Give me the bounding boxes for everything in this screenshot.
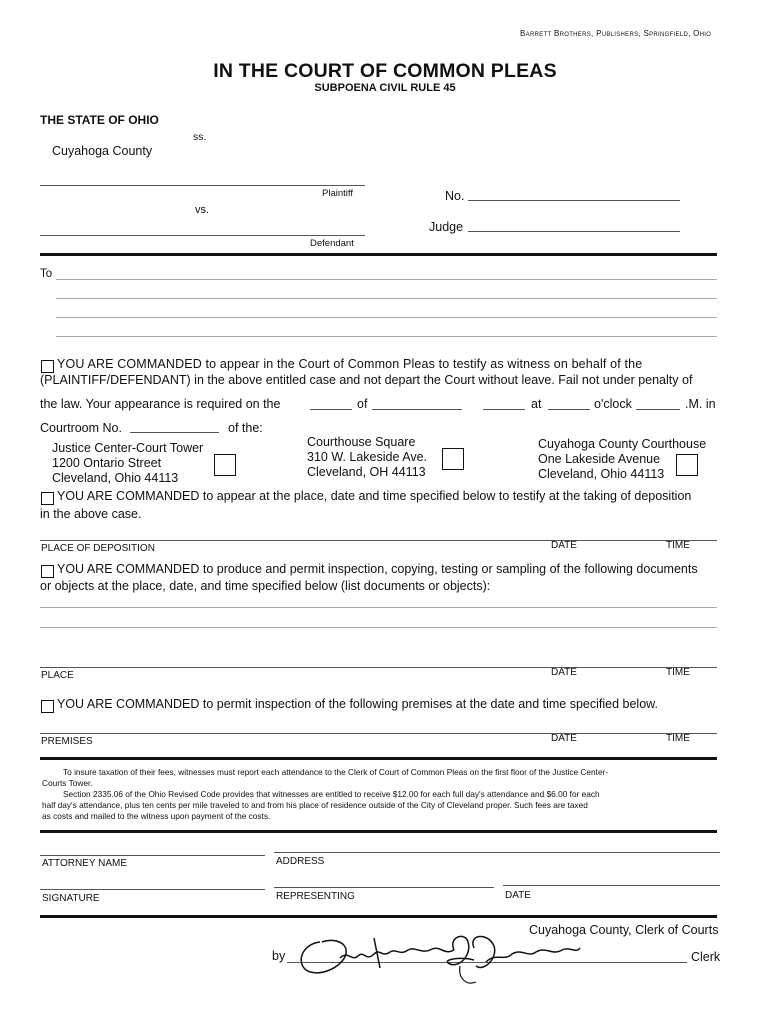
- notice-p1-l2: Courts Tower.: [42, 778, 93, 788]
- premises-time-label: TIME: [666, 733, 690, 744]
- section1-checkbox[interactable]: [41, 360, 54, 373]
- to-line-1[interactable]: [56, 279, 717, 280]
- hour-field[interactable]: [548, 409, 590, 410]
- section2-line1: YOU ARE COMMANDED to appear at the place, date and time specified below to testify at the taking of deposition: [57, 489, 692, 503]
- representing-label: REPRESENTING: [276, 891, 355, 902]
- by-label: by: [272, 949, 286, 963]
- location-2-checkbox[interactable]: [442, 448, 464, 470]
- day-field[interactable]: [310, 409, 352, 410]
- attorney-name-line[interactable]: [40, 855, 265, 856]
- section3-checkbox[interactable]: [41, 565, 54, 578]
- section1-line3-c: at: [531, 397, 542, 411]
- premises-date-label: DATE: [551, 733, 577, 744]
- location-1-line3: Cleveland, Ohio 44113: [52, 471, 179, 485]
- publisher-line: Barrett Brothers, Publishers, Springfield, Ohio: [520, 29, 712, 38]
- signature-label: SIGNATURE: [42, 893, 100, 904]
- premises-line[interactable]: [40, 733, 717, 734]
- section1-line3-a: the law. Your appearance is required on the: [40, 397, 281, 411]
- location-1-line2: 1200 Ontario Street: [52, 456, 162, 470]
- case-no-label: No.: [445, 189, 465, 203]
- attorney-name-label: ATTORNEY NAME: [42, 858, 128, 869]
- section4-line1: YOU ARE COMMANDED to permit inspection of the following premises at the date and time specified below.: [57, 697, 658, 711]
- address-label: ADDRESS: [276, 856, 325, 867]
- notice-p2-l3: as costs and mailed to the witness upon payment of the costs.: [42, 811, 271, 821]
- documents-date-label: DATE: [551, 667, 577, 678]
- courtroom-field[interactable]: [130, 432, 219, 433]
- location-3-line1: Cuyahoga County Courthouse: [538, 437, 707, 451]
- attorney-date-label: DATE: [505, 890, 531, 901]
- page-title: IN THE COURT OF COMMON PLEAS: [213, 60, 557, 82]
- section3-line1: YOU ARE COMMANDED to produce and permit inspection, copying, testing or sampling of the following documents: [57, 562, 698, 576]
- location-2-line2: 310 W. Lakeside Ave.: [307, 450, 427, 464]
- notice-p2-l2: half day's attendance, plus ten cents per mile traveled to and from his place of residence outside of the City of Cleveland proper. Such fees are taxed: [42, 800, 588, 810]
- premises-label: PREMISES: [41, 736, 93, 747]
- location-3-line2: One Lakeside Avenue: [538, 452, 661, 466]
- plaintiff-label: Plaintiff: [322, 188, 353, 199]
- section2-checkbox[interactable]: [41, 492, 54, 505]
- deposition-place-label: PLACE OF DEPOSITION: [41, 543, 155, 554]
- location-1-line1: Justice Center-Court Tower: [52, 441, 204, 455]
- deposition-date-label: DATE: [551, 540, 577, 551]
- section1-line1: YOU ARE COMMANDED to appear in the Court of Common Pleas to testify as witness on behalf of the: [57, 357, 643, 371]
- to-label: To: [40, 268, 53, 280]
- location-3-line3: Cleveland, Ohio 44113: [538, 467, 665, 481]
- venue-state: THE STATE OF OHIO: [40, 113, 159, 127]
- signature-line[interactable]: [40, 889, 265, 890]
- documents-line-2[interactable]: [40, 627, 717, 628]
- month-field[interactable]: [372, 409, 462, 410]
- clerk-label: Clerk: [691, 950, 721, 964]
- section-divider: [40, 253, 717, 256]
- location-2-line1: Courthouse Square: [307, 435, 416, 449]
- address-line[interactable]: [274, 852, 720, 853]
- to-line-4[interactable]: [56, 336, 717, 337]
- of-the-label: of the:: [228, 421, 263, 435]
- notice-divider-top: [40, 757, 717, 760]
- documents-place-label: PLACE: [41, 670, 74, 681]
- representing-line[interactable]: [274, 887, 494, 888]
- venue-county: Cuyahoga County: [52, 144, 153, 158]
- documents-place-line[interactable]: [40, 667, 717, 668]
- attorney-divider: [40, 915, 717, 918]
- notice-p1-l1: To insure taxation of their fees, witnesses must report each attendance to the Clerk of Court of Common Pleas on the first floor of the Justice Center-: [63, 767, 609, 777]
- case-no-field[interactable]: [468, 200, 680, 201]
- defendant-line[interactable]: [40, 235, 365, 236]
- attorney-date-line[interactable]: [503, 885, 720, 886]
- documents-time-label: TIME: [666, 667, 690, 678]
- venue-ss: ss.: [193, 131, 207, 143]
- documents-line-1[interactable]: [40, 607, 717, 608]
- section1-line3-d: o'clock: [594, 397, 632, 411]
- to-line-2[interactable]: [56, 298, 717, 299]
- to-line-3[interactable]: [56, 317, 717, 318]
- defendant-label: Defendant: [310, 238, 354, 249]
- clerk-office: Cuyahoga County, Clerk of Courts: [529, 923, 719, 937]
- section3-line2: or objects at the place, date, and time specified below (list documents or objects):: [40, 579, 491, 593]
- deposition-time-label: TIME: [666, 540, 690, 551]
- plaintiff-line[interactable]: [40, 185, 365, 186]
- handwritten-signature: [290, 928, 590, 988]
- section1-line3-e: .M. in: [685, 397, 716, 411]
- page-subtitle: SUBPOENA CIVIL RULE 45: [314, 82, 456, 94]
- ampm-field[interactable]: [636, 409, 680, 410]
- notice-divider-bottom: [40, 830, 717, 833]
- section1-line2: (PLAINTIFF/DEFENDANT) in the above entitled case and not depart the Court without leave. Fail not under penalty of: [40, 373, 693, 387]
- section4-checkbox[interactable]: [41, 700, 54, 713]
- section2-line2: in the above case.: [40, 507, 142, 521]
- location-1-checkbox[interactable]: [214, 454, 236, 476]
- location-3-checkbox[interactable]: [676, 454, 698, 476]
- judge-label: Judge: [429, 220, 464, 234]
- judge-field[interactable]: [468, 231, 680, 232]
- year-field[interactable]: [483, 409, 525, 410]
- notice-p2-l1: Section 2335.06 of the Ohio Revised Code provides that witnesses are entitled to receive $12.00 for each full day's attendance and $6.00 for each: [63, 789, 600, 799]
- section1-line3-b: of: [357, 397, 368, 411]
- courtroom-label: Courtroom No.: [40, 421, 122, 435]
- location-2-line3: Cleveland, OH 44113: [307, 465, 426, 479]
- vs-label: vs.: [195, 204, 210, 216]
- deposition-field-line[interactable]: [40, 540, 717, 541]
